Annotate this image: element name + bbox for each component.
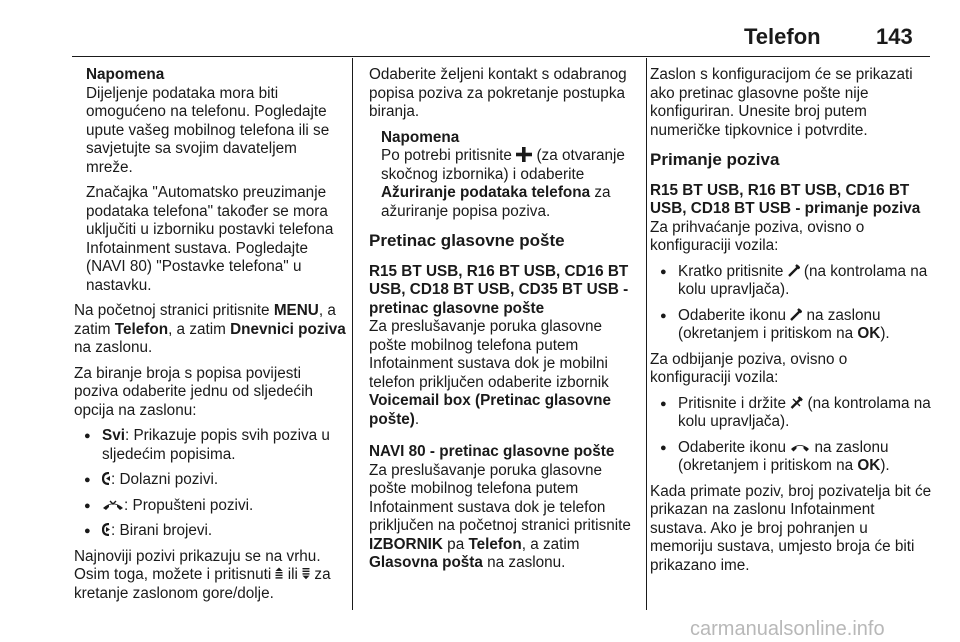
missed-call-icon [102,499,124,511]
subsection-heading: R15 BT USB, R16 BT USB, CD16 BT USB, CD18 BT USB - primanje poziva [650,181,921,217]
phone-hangup-icon [790,442,810,452]
accept-call-options [650,263,932,344]
incoming-call-icon [102,472,111,485]
list-item: ● Odaberite ikonu na zaslonu (okretanjem i pritiskom na OK). [650,439,932,476]
note-block [369,129,641,222]
header-title: Telefon [744,24,821,49]
page-number: 143 [876,24,913,49]
list-item: ● Svi: Prikazuje popis svih poziva u sljedećim popisima. [74,427,346,464]
paragraph: Zaslon s konfiguracijom će se prikazati ako pretinac glasovne pošte nije konfiguriran. Unesite broj putem numeričke tipkovnice i potvrdite. [650,66,913,139]
reject-call-options [650,395,932,476]
subsection-heading: NAVI 80 - pretinac glasovne pošte [369,443,615,460]
note-paragraph: Dijeljenje podataka mora biti omogućeno na telefonu. Pogledajte upute vašeg mobilnog telefona ili se savjetujte sa svojim davateljem mreže. [86,84,330,176]
menu-keyword: MENU [273,302,319,319]
column-3 [650,66,932,582]
paragraph: Najnoviji pozivi prikazuju se na vrhu. Osim toga, možete i pritisnuti ili za kretanje zaslonom gore/dolje. [74,547,331,602]
note-label: Napomena [381,128,460,146]
list-item: ● Kratko pritisnite (na kontrolama na kolu upravljača). [650,263,932,300]
plus-icon [516,147,532,162]
watermark: carmanualsonline.info [690,618,885,640]
note-label: Napomena [86,66,165,83]
column-1 [74,66,346,610]
note-paragraph: Značajka "Automatsko preuzimanje podataka telefona" također se mora uključiti u izborniku postavki telefona Infotainment sustava. Pogledajte (NAVI 80) "Postavke telefona" u nastavku. [86,184,334,294]
list-item: ● : Dolazni pozivi. [74,471,346,490]
phone-answer-icon [790,308,802,321]
scroll-down-icon [302,567,310,580]
paragraph: Za preslušavanje poruka glasovne pošte mobilnog telefona putem Infotainment sustava dok je mobilni telefon priključen odaberite izbornik Voicemail box (Pretinac glasovne pošte). [369,318,612,428]
dnevnici-keyword: Dnevnici poziva [230,320,346,338]
paragraph: Za preslušavanje poruka glasovne pošte mobilnog telefona putem Infotainment sustava dok je telefon priključen na početnoj stranici pritisnite IZBORNIK pa Telefon, a zatim Glasovna pošta na zaslonu. [369,461,631,571]
telefon-keyword: Telefon [114,320,169,338]
paragraph: Za prihvaćanje poziva, ovisno o konfiguraciji vozila: [650,218,865,254]
section-heading: Pretinac glasovne pošte [369,231,565,250]
section-heading: Primanje poziva [650,150,780,169]
paragraph: Kada primate poziv, broj pozivatelja bit će prikazan na zaslonu Infotainment sustava. Ako je broj pohranjen u memoriju sustava, umjesto broja će biti prikazano ime. [650,482,932,574]
list-item: ● Pritisnite i držite (na kontrolama na kolu upravljača). [650,395,932,432]
paragraph: Za biranje broja s popisa povijesti poziva odaberite jednu od sljedećih opcija na zaslonu: [74,364,313,419]
outgoing-call-icon [102,523,111,536]
paragraph: Odaberite željeni kontakt s odabranog popisa poziva za pokretanje postupka biranja. [369,66,627,120]
list-item: ● : Birani brojevi. [74,522,346,541]
note-block [74,66,346,295]
list-item: ● : Propušteni pozivi. [74,497,346,516]
phone-answer-icon [788,264,800,277]
column-divider-2 [646,58,647,610]
call-list-options [74,427,346,541]
list-item: ● Odaberite ikonu na zaslonu (okretanjem i pritiskom na OK). [650,307,932,344]
subsection-heading: R15 BT USB, R16 BT USB, CD16 BT USB, CD18 BT USB, CD35 BT USB - pretinac glasovne pošte [369,262,629,317]
paragraph: Na početnoj stranici pritisnite MENU, a zatim Telefon, a zatim Dnevnici poziva na zaslonu. [74,302,346,356]
note-paragraph: Po potrebi pritisnite (za otvaranje skočnog izbornika) i odaberite Ažuriranje podataka telefona za ažuriranje popisa poziva. [381,147,625,220]
column-divider-1 [352,58,353,610]
header-rule [72,56,930,57]
paragraph: Za odbijanje poziva, ovisno o konfiguraciji vozila: [650,350,848,386]
phone-reject-icon [790,396,803,409]
column-2 [369,66,641,580]
